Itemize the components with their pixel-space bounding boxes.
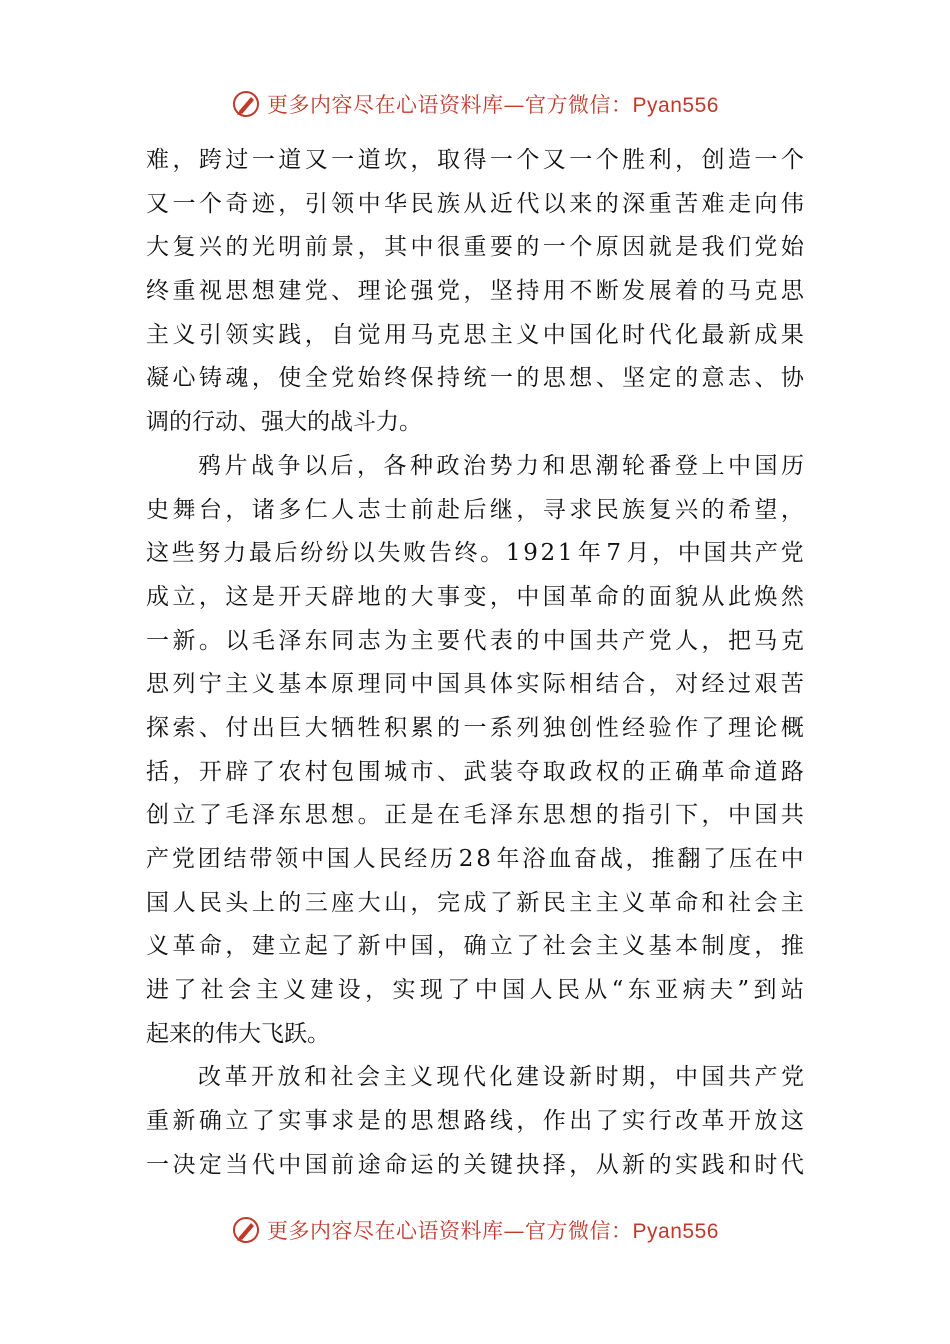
- text-line: 成 立 ， 这 是 开 天 辟 地 的 大 事 变 ， 中 国 革 命 的 面 貌 从 此 焕 然: [146, 583, 804, 610]
- text-line: 括 ， 开 辟 了 农 村 包 围 城 市 、 武 装 夺 取 政 权 的 正 确 革 命 道 路: [146, 758, 804, 785]
- text-line: 调的行动、强大的战斗力。: [146, 409, 422, 436]
- text-line: 重 新 确 立 了 实 事 求 是 的 思 想 路 线 ， 作 出 了 实 行 改 革 开 放 这: [146, 1108, 804, 1135]
- text-line: 终 重 视 思 想 建 党 、 理 论 强 党 ， 坚 持 用 不 断 发 展 着 的 马 克 思: [146, 278, 804, 305]
- document-body: [146, 139, 804, 1188]
- text-line: 难 ， 跨 过 一 道 又 一 道 坎 ， 取 得 一 个 又 一 个 胜 利 ， 创 造 一 个: [146, 147, 804, 173]
- text-line: 进 了 社 会 主 义 建 设 ， 实 现 了 中 国 人 民 从 “ 东 亚 病 夫 ” 到 站: [146, 977, 804, 1004]
- banner-text: 更多内容尽在心语资料库—官方微信：Pyan556: [267, 1219, 719, 1243]
- text-line: 起来的伟大飞跃。: [146, 1020, 330, 1047]
- text-line: 国 人 民 头 上 的 三 座 大 山 ， 完 成 了 新 民 主 主 义 革 命 和 社 会 主: [146, 889, 804, 916]
- text-line: 思 列 宁 主 义 基 本 原 理 同 中 国 具 体 实 际 相 结 合 ， 对 经 过 艰 苦: [146, 671, 804, 698]
- text-line: 一 新 。 以 毛 泽 东 同 志 为 主 要 代 表 的 中 国 共 产 党 人 ， 把 马 克: [146, 627, 804, 654]
- text-line: 这 些 努 力 最 后 纷 纷 以 失 败 告 终 。 1 9 2 1 年 7 月 ， 中 国 共 产 党: [146, 540, 804, 567]
- text-line: 鸦 片 战 争 以 后 ， 各 种 政 治 势 力 和 思 潮 轮 番 登 上 中 国 历: [198, 452, 804, 479]
- text-line: 改 革 开 放 和 社 会 主 义 现 代 化 建 设 新 时 期 ， 中 国 共 产 党: [198, 1064, 804, 1091]
- pen-circle-logo-icon: [231, 1215, 261, 1245]
- text-line: 义 革 命 ， 建 立 起 了 新 中 国 ， 确 立 了 社 会 主 义 基 本 制 度 ， 推: [146, 933, 804, 960]
- text-line: 产 党 团 结 带 领 中 国 人 民 经 历 2 8 年 浴 血 奋 战 ， 推 翻 了 压 在 中: [146, 846, 804, 872]
- text-line: 探 索 、 付 出 巨 大 牺 牲 积 累 的 一 系 列 独 创 性 经 验 作 了 理 论 概: [146, 714, 804, 741]
- text-line: 大 复 兴 的 光 明 前 景 ， 其 中 很 重 要 的 一 个 原 因 就 是 我 们 党 始: [146, 234, 804, 261]
- footer-banner: [0, 1212, 950, 1248]
- text-line: 史 舞 台 ， 诸 多 仁 人 志 士 前 赴 后 继 ， 寻 求 民 族 复 兴 的 希 望 ，: [146, 496, 804, 523]
- text-line: 创 立 了 毛 泽 东 思 想 。 正 是 在 毛 泽 东 思 想 的 指 引 下 ， 中 国 共: [146, 802, 804, 829]
- text-line: 凝 心 铸 魂 ， 使 全 党 始 终 保 持 统 一 的 思 想 、 坚 定 的 意 志 、 协: [146, 365, 804, 392]
- text-line: 一 决 定 当 代 中 国 前 途 命 运 的 关 键 抉 择 ， 从 新 的 实 践 和 时 代: [146, 1151, 804, 1178]
- header-banner: [0, 86, 950, 122]
- pen-circle-logo-icon: [231, 89, 261, 119]
- text-line: 主 义 引 领 实 践 ， 自 觉 用 马 克 思 主 义 中 国 化 时 代 化 最 新 成 果: [146, 321, 804, 348]
- banner-text: 更多内容尽在心语资料库—官方微信：Pyan556: [267, 93, 719, 117]
- text-line: 又 一 个 奇 迹 ， 引 领 中 华 民 族 从 近 代 以 来 的 深 重 苦 难 走 向 伟: [146, 190, 804, 217]
